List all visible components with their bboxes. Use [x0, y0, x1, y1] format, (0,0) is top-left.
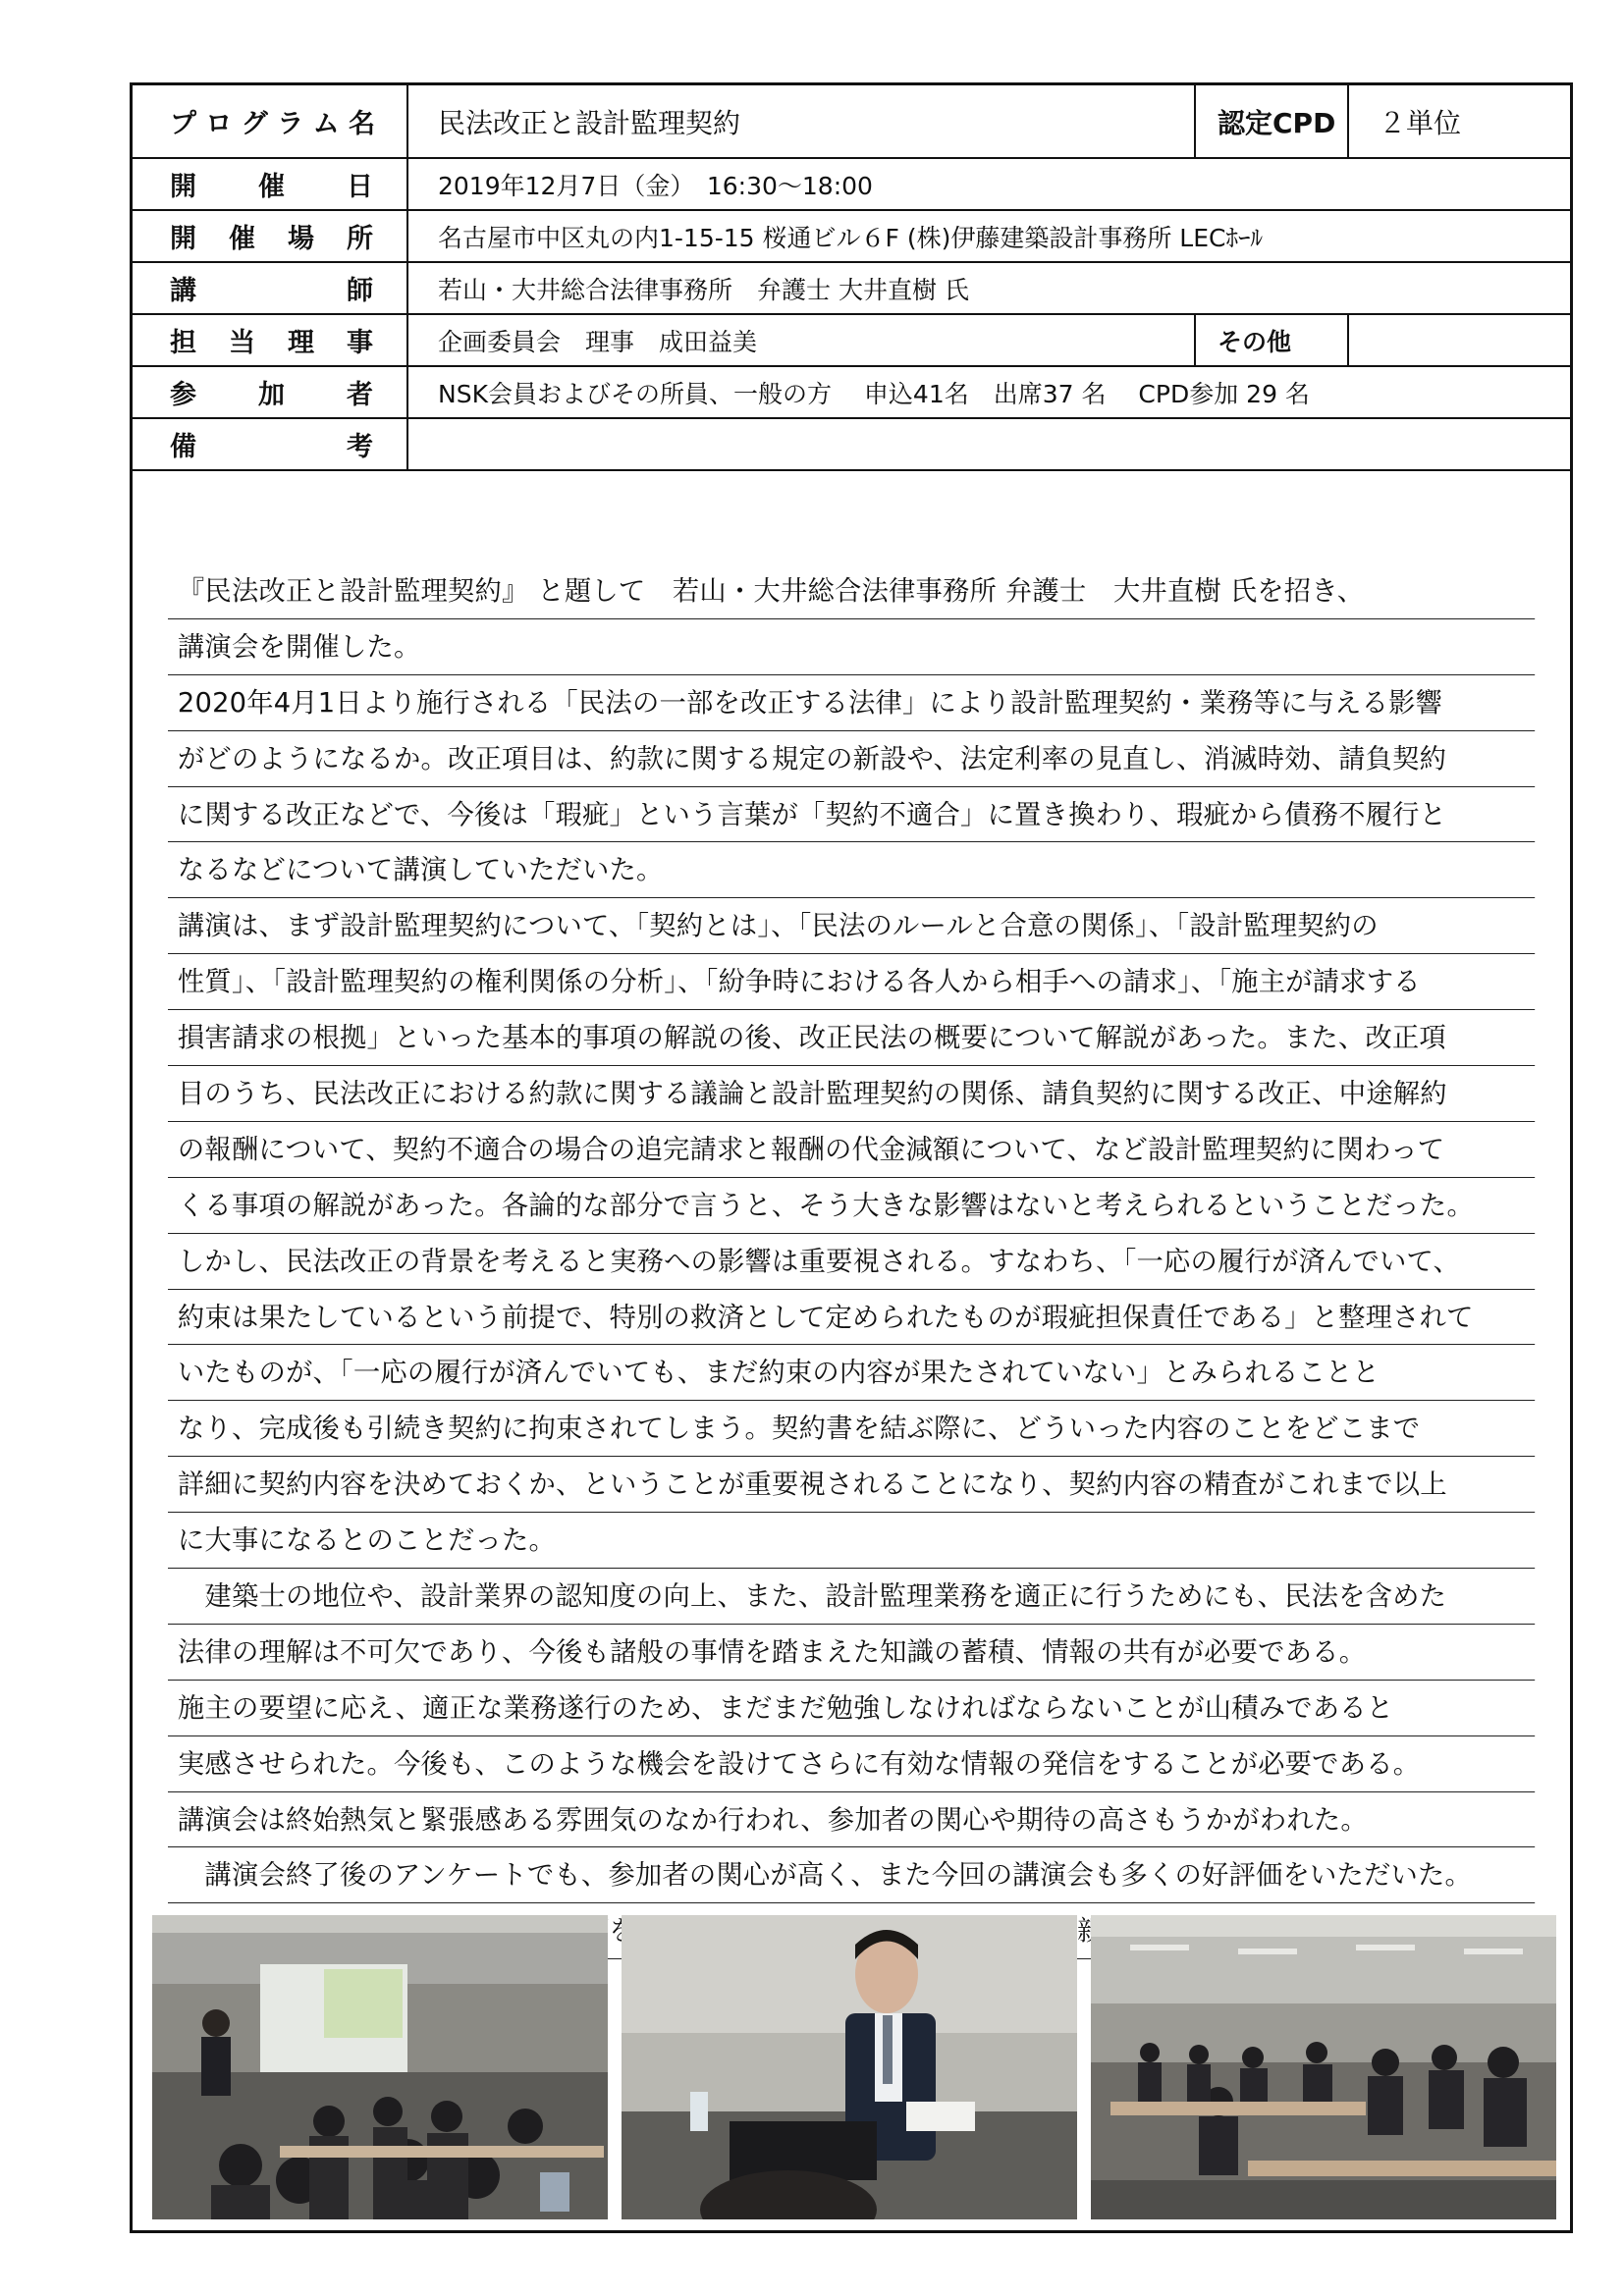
- photo-strip: [152, 1915, 1556, 2219]
- other-value: [1348, 314, 1570, 366]
- body-line: 目のうち、民法改正における約款に関する議論と設計監理契約の関係、請負契約に関する改正、中途解約: [168, 1066, 1535, 1122]
- lecturer-label: 講 師: [133, 262, 407, 314]
- body-line: 性質」、「設計監理契約の権利関係の分析」、「紛争時における各人から相手への請求」、「施主が請求する: [168, 954, 1535, 1010]
- date-row: [133, 158, 1570, 210]
- body-line: 実感させられた。今後も、このような機会を設けてさらに有効な情報の発信をすることが必要である。: [168, 1736, 1535, 1792]
- lecture-photo-speaker: [622, 1915, 1077, 2219]
- body-line: の報酬について、契約不適合の場合の追完請求と報酬の代金減額について、など設計監理契約に関わって: [168, 1122, 1535, 1178]
- body-line: がどのようになるか。改正項目は、約款に関する規定の新設や、法定利率の見直し、消滅時効、請負契約: [168, 731, 1535, 787]
- body-line: 施主の要望に応え、適正な業務遂行のため、まだまだ勉強しなければならないことが山積みであると: [168, 1681, 1535, 1736]
- body-line: 2020年4月1日より施行される「民法の一部を改正する法律」により設計監理契約・業務等に与える影響: [168, 675, 1535, 731]
- program-label: プ ロ グ ラ ム 名: [133, 85, 407, 158]
- remarks-label: 備 考: [133, 418, 407, 470]
- body-line: しかし、民法改正の背景を考えると実務への影響は重要視される。すなわち、「一応の履行が済んでいて、: [168, 1234, 1535, 1290]
- body-line: 講演会は終始熱気と緊張感ある雰囲気のなか行われ、参加者の関心や期待の高さもうかがわれた。: [168, 1792, 1535, 1848]
- cpd-value: ２単位: [1348, 85, 1570, 158]
- body-line: 法律の理解は不可欠であり、今後も諸般の事情を踏まえた知識の蓄積、情報の共有が必要である。: [168, 1625, 1535, 1681]
- body-line: なるなどについて講演していただいた。: [168, 842, 1535, 898]
- body-line: に大事になるとのことだった。: [168, 1513, 1535, 1569]
- body-line: 講演は、まず設計監理契約について、「契約とは」、「民法のルールと合意の関係」、「設計監理契約の: [168, 898, 1535, 954]
- venue-row: [133, 210, 1570, 262]
- director-row: [133, 314, 1570, 366]
- remarks-row: [133, 418, 1570, 470]
- body-line: に関する改正などで、今後は「瑕疵」という言葉が「契約不適合」に置き換わり、瑕疵から債務不履行と: [168, 787, 1535, 843]
- program-row: [133, 85, 1570, 158]
- body-line: 損害請求の根拠」といった基本的事項の解説の後、改正民法の概要について解説があった。また、改正項: [168, 1010, 1535, 1066]
- director-label: 担 当 理 事: [133, 314, 407, 366]
- report-frame: [130, 82, 1573, 2233]
- lecture-photo-audience: [1091, 1915, 1556, 2219]
- report-body: [168, 563, 1544, 1959]
- body-line: いたものが、「一応の履行が済んでいても、まだ約束の内容が果たされていない」とみられることと: [168, 1345, 1535, 1401]
- info-table: [133, 85, 1570, 471]
- venue-label: 開 催 場 所: [133, 210, 407, 262]
- lecturer-row: [133, 262, 1570, 314]
- body-line: 『民法改正と設計監理契約』 と題して 若山・大井総合法律事務所 弁護士 大井直樹 氏を招き、: [168, 563, 1535, 619]
- body-line: なり、完成後も引続き契約に拘束されてしまう。契約書を結ぶ際に、どういった内容のことをどこまで: [168, 1401, 1535, 1457]
- lecture-photo-room: [152, 1915, 608, 2219]
- venue-value: 名古屋市中区丸の内1-15-15 桜通ビル６F (株)伊藤建築設計事務所 LECﾎｰﾙ: [407, 210, 1570, 262]
- body-line: 約束は果たしているという前提で、特別の救済として定められたものが瑕疵担保責任である」と整理されて: [168, 1290, 1535, 1346]
- cpd-label: 認定CPD: [1195, 85, 1348, 158]
- body-line: くる事項の解説があった。各論的な部分で言うと、そう大きな影響はないと考えられるということだった。: [168, 1178, 1535, 1234]
- remarks-value: [407, 418, 1570, 470]
- participants-label: 参 加 者: [133, 366, 407, 418]
- body-line: 講演会を開催した。: [168, 619, 1535, 675]
- director-value: 企画委員会 理事 成田益美: [407, 314, 1195, 366]
- program-value: 民法改正と設計監理契約: [407, 85, 1195, 158]
- lecturer-value: 若山・大井総合法律事務所 弁護士 大井直樹 氏: [407, 262, 1570, 314]
- other-label: その他: [1195, 314, 1348, 366]
- body-line: 講演会終了後のアンケートでも、参加者の関心が高く、また今回の講演会も多くの好評価をいただいた。: [168, 1847, 1535, 1903]
- participants-row: [133, 366, 1570, 418]
- participants-value: NSK会員およびその所員、一般の方 申込41名 出席37 名 CPD参加 29 名: [407, 366, 1570, 418]
- date-value: 2019年12月7日（金） 16:30～18:00: [407, 158, 1570, 210]
- date-label: 開 催 日: [133, 158, 407, 210]
- body-line: 詳細に契約内容を決めておくか、ということが重要視されることになり、契約内容の精査がこれまで以上: [168, 1457, 1535, 1513]
- body-line: 建築士の地位や、設計業界の認知度の向上、また、設計監理業務を適正に行うためにも、民法を含めた: [168, 1569, 1535, 1625]
